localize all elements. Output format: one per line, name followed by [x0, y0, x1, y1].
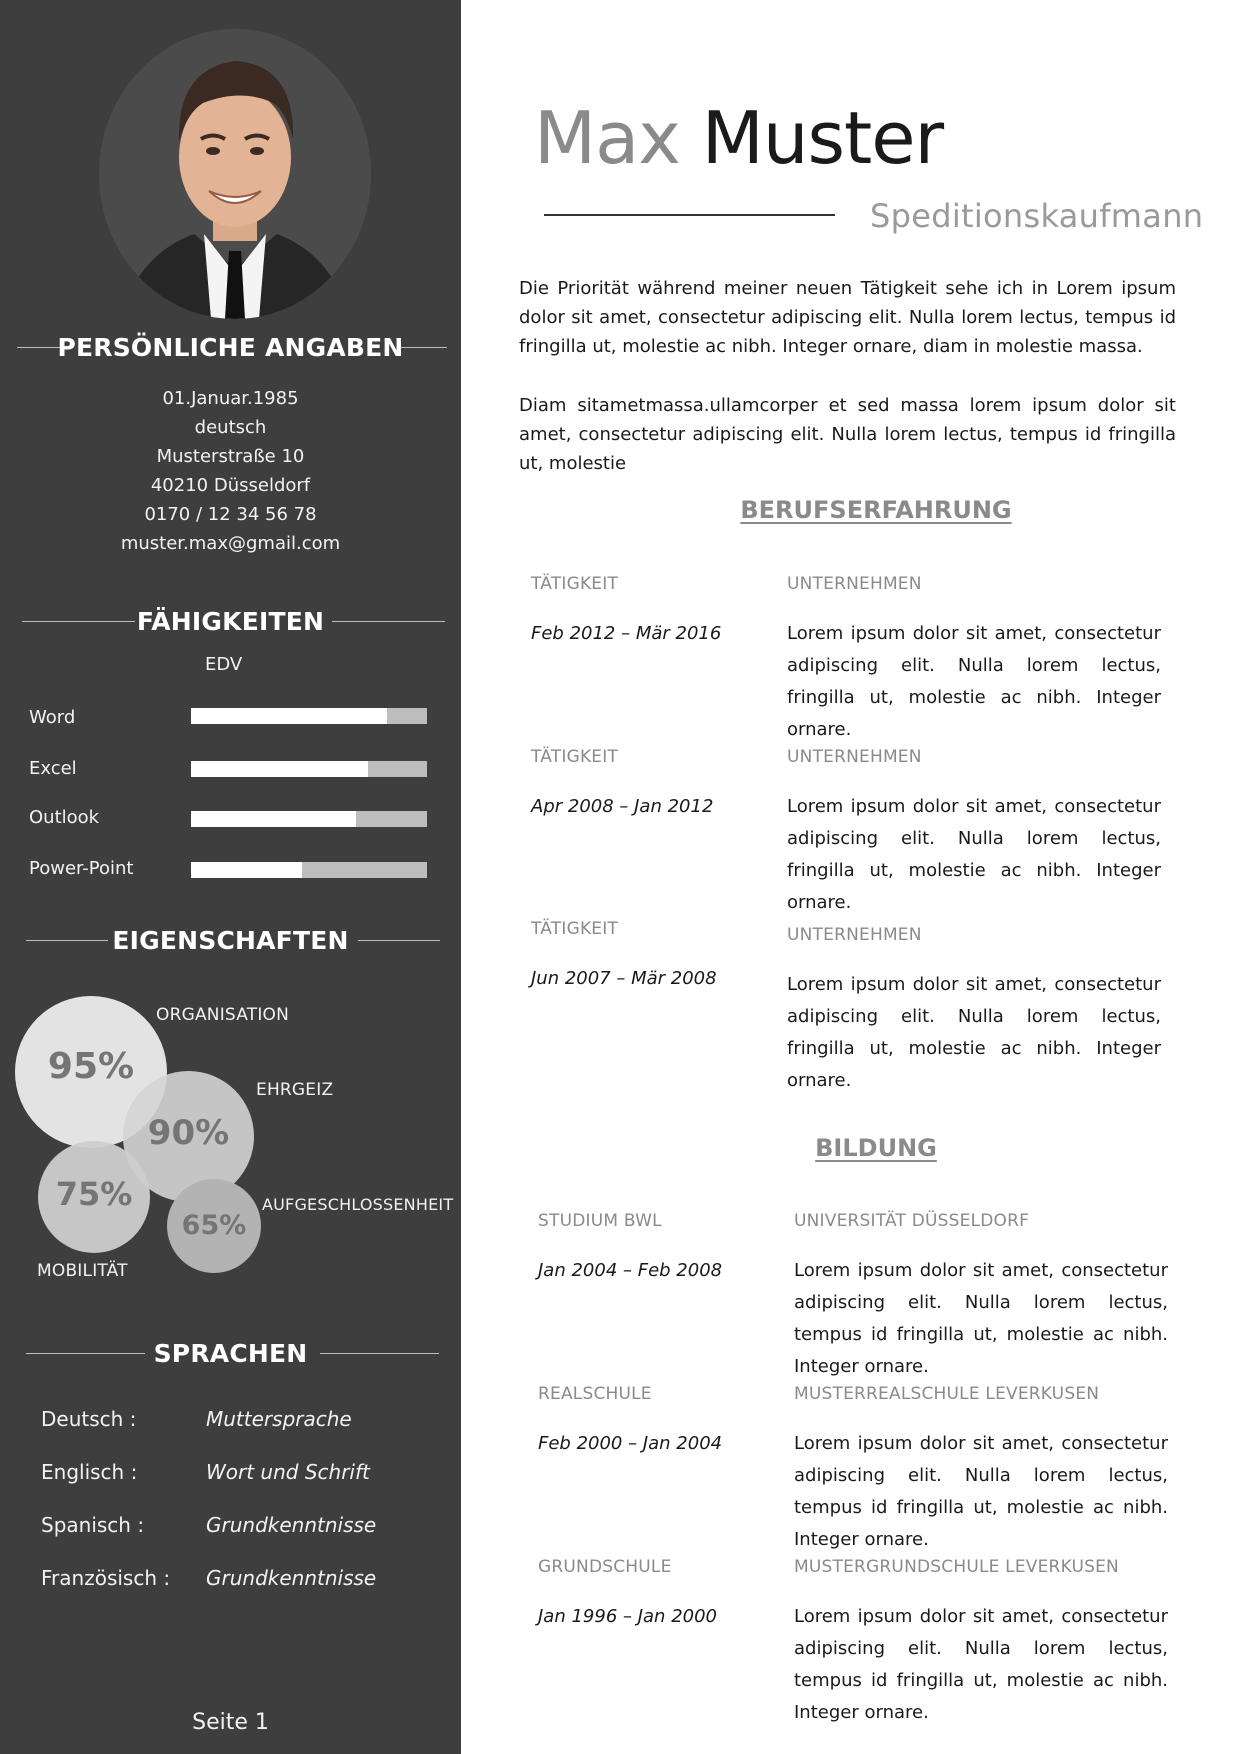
education-date-3: Jan 1996 – Jan 2000	[538, 1606, 717, 1627]
experience-date-1: Feb 2012 – Mär 2016	[531, 623, 722, 644]
skill-label-powerpoint: Power-Point	[29, 858, 134, 879]
experience-title: BERUFSERFAHRUNG	[740, 496, 1012, 524]
experience-date-2: Apr 2008 – Jan 2012	[531, 796, 714, 817]
language-label-spanisch: Spanisch :	[41, 1513, 145, 1537]
skill-bar-fill	[191, 862, 302, 878]
candidate-name	[534, 96, 943, 180]
nationality: deutsch	[194, 417, 267, 438]
skill-bar-fill	[191, 708, 387, 724]
intro-paragraph-2: Diam sitametmassa.ullamcorper et sed massa lorem ipsum dolor sit amet, consectetur adipiscing elit. Nulla lorem lectus, tempus id fringilla ut, molestie	[519, 395, 1176, 474]
experience-company-3: UNTERNEHMEN	[787, 925, 922, 945]
skill-label-outlook: Outlook	[29, 807, 100, 828]
edv-label: EDV	[205, 654, 243, 675]
experience-description-1: Lorem ipsum dolor sit amet, consectetur adipiscing elit. Nulla lorem lectus, fringilla ut, molestie ac nibh. Integer ornare.	[787, 623, 1161, 740]
personal-details	[0, 384, 461, 558]
skill-bar-excel	[191, 761, 427, 777]
trait-pct-aufgeschlossenheit: 65%	[181, 1210, 247, 1241]
profile-photo	[99, 29, 371, 319]
sidebar	[0, 0, 461, 1754]
language-level-franzoesisch: Grundkenntnisse	[206, 1566, 377, 1590]
trait-circle-aufgeschlossenheit	[167, 1179, 261, 1273]
portrait-image	[99, 29, 371, 319]
languages-title: SPRACHEN	[153, 1339, 308, 1368]
education-date-2: Feb 2000 – Jan 2004	[538, 1433, 723, 1454]
education-date-1: Jan 2004 – Feb 2008	[538, 1260, 723, 1281]
trait-pct-organisation: 95%	[47, 1046, 135, 1087]
traits-title: EIGENSCHAFTEN	[112, 926, 349, 955]
job-title: Speditionskaufmann	[870, 197, 1204, 235]
personal-section-header	[0, 327, 461, 367]
personal-title: PERSÖNLICHE ANGABEN	[57, 333, 404, 362]
birth-date: 01.Januar.1985	[162, 388, 299, 409]
skill-bar-fill	[191, 761, 368, 777]
education-school-1: STUDIUM BWL	[538, 1211, 662, 1231]
skill-bar-powerpoint	[191, 862, 427, 878]
language-level-englisch: Wort und Schrift	[206, 1460, 370, 1484]
name-divider	[544, 214, 835, 216]
experience-role-2: TÄTIGKEIT	[531, 747, 619, 767]
city: 40210 Düsseldorf	[150, 475, 311, 496]
skill-bar-word	[191, 708, 427, 724]
first-name: Max	[534, 96, 680, 180]
trait-pct-mobilitaet: 75%	[55, 1175, 133, 1213]
email[interactable]: muster.max@gmail.com	[120, 533, 341, 554]
experience-description-2: Lorem ipsum dolor sit amet, consectetur adipiscing elit. Nulla lorem lectus, fringilla ut, molestie ac nibh. Integer ornare.	[787, 796, 1161, 913]
experience-description-3: Lorem ipsum dolor sit amet, consectetur adipiscing elit. Nulla lorem lectus, fringilla ut, molestie ac nibh. Integer ornare.	[787, 974, 1161, 1091]
education-institution-2: MUSTERREALSCHULE LEVERKUSEN	[794, 1384, 1100, 1404]
language-level-spanisch: Grundkenntnisse	[206, 1513, 377, 1537]
trait-circle-mobilitaet	[38, 1141, 150, 1253]
languages-section-header	[0, 1333, 461, 1373]
experience-role-1: TÄTIGKEIT	[531, 574, 619, 594]
experience-company-2: UNTERNEHMEN	[787, 747, 922, 767]
education-institution-1: UNIVERSITÄT DÜSSELDORF	[794, 1211, 1030, 1231]
education-description-2: Lorem ipsum dolor sit amet, consectetur adipiscing elit. Nulla lorem lectus, tempus id fringilla ut, molestie ac nibh. Integer ornare.	[794, 1433, 1168, 1550]
experience-date-3: Jun 2007 – Mär 2008	[531, 968, 717, 989]
education-institution-3: MUSTERGRUNDSCHULE LEVERKUSEN	[794, 1557, 1119, 1577]
phone: 0170 / 12 34 56 78	[144, 504, 317, 525]
intro-paragraph-1: Die Priorität während meiner neuen Tätigkeit sehe ich in Lorem ipsum dolor sit amet, consectetur adipiscing elit. Nulla lorem lectus, tempus id fringilla ut, molestie ac nibh. Integer ornare, diam in molestie massa.	[519, 278, 1176, 357]
trait-circles	[0, 980, 461, 1300]
experience-role-3: TÄTIGKEIT	[531, 919, 619, 939]
skills-title: FÄHIGKEITEN	[136, 607, 325, 636]
trait-label-ehrgeiz: EHRGEIZ	[256, 1080, 334, 1100]
experience-company-1: UNTERNEHMEN	[787, 574, 922, 594]
education-school-2: REALSCHULE	[538, 1384, 652, 1404]
trait-label-aufgeschlossenheit: AUFGESCHLOSSENHEIT	[262, 1195, 454, 1214]
skill-label-word: Word	[29, 707, 76, 728]
education-title: BILDUNG	[815, 1134, 937, 1162]
traits-section-header	[0, 920, 461, 960]
language-label-franzoesisch: Französisch :	[41, 1566, 171, 1590]
trait-label-mobilitaet: MOBILITÄT	[37, 1261, 128, 1281]
education-description-3: Lorem ipsum dolor sit amet, consectetur adipiscing elit. Nulla lorem lectus, tempus id fringilla ut, molestie ac nibh. Integer ornare.	[794, 1606, 1168, 1723]
language-label-englisch: Englisch :	[41, 1460, 138, 1484]
language-label-deutsch: Deutsch :	[41, 1407, 137, 1431]
skill-bar-fill	[191, 811, 356, 827]
education-description-1: Lorem ipsum dolor sit amet, consectetur adipiscing elit. Nulla lorem lectus, tempus id fringilla ut, molestie ac nibh. Integer ornare.	[794, 1260, 1168, 1377]
skill-label-excel: Excel	[29, 758, 77, 779]
skill-bar-outlook	[191, 811, 427, 827]
skills-section-header	[0, 601, 461, 641]
last-name: Muster	[701, 96, 944, 180]
page-number: Seite 1	[192, 1710, 269, 1735]
education-school-3: GRUNDSCHULE	[538, 1557, 672, 1577]
trait-pct-ehrgeiz: 90%	[147, 1113, 230, 1153]
trait-label-organisation: ORGANISATION	[156, 1005, 290, 1025]
language-level-deutsch: Muttersprache	[206, 1407, 352, 1431]
street: Musterstraße 10	[156, 446, 305, 467]
